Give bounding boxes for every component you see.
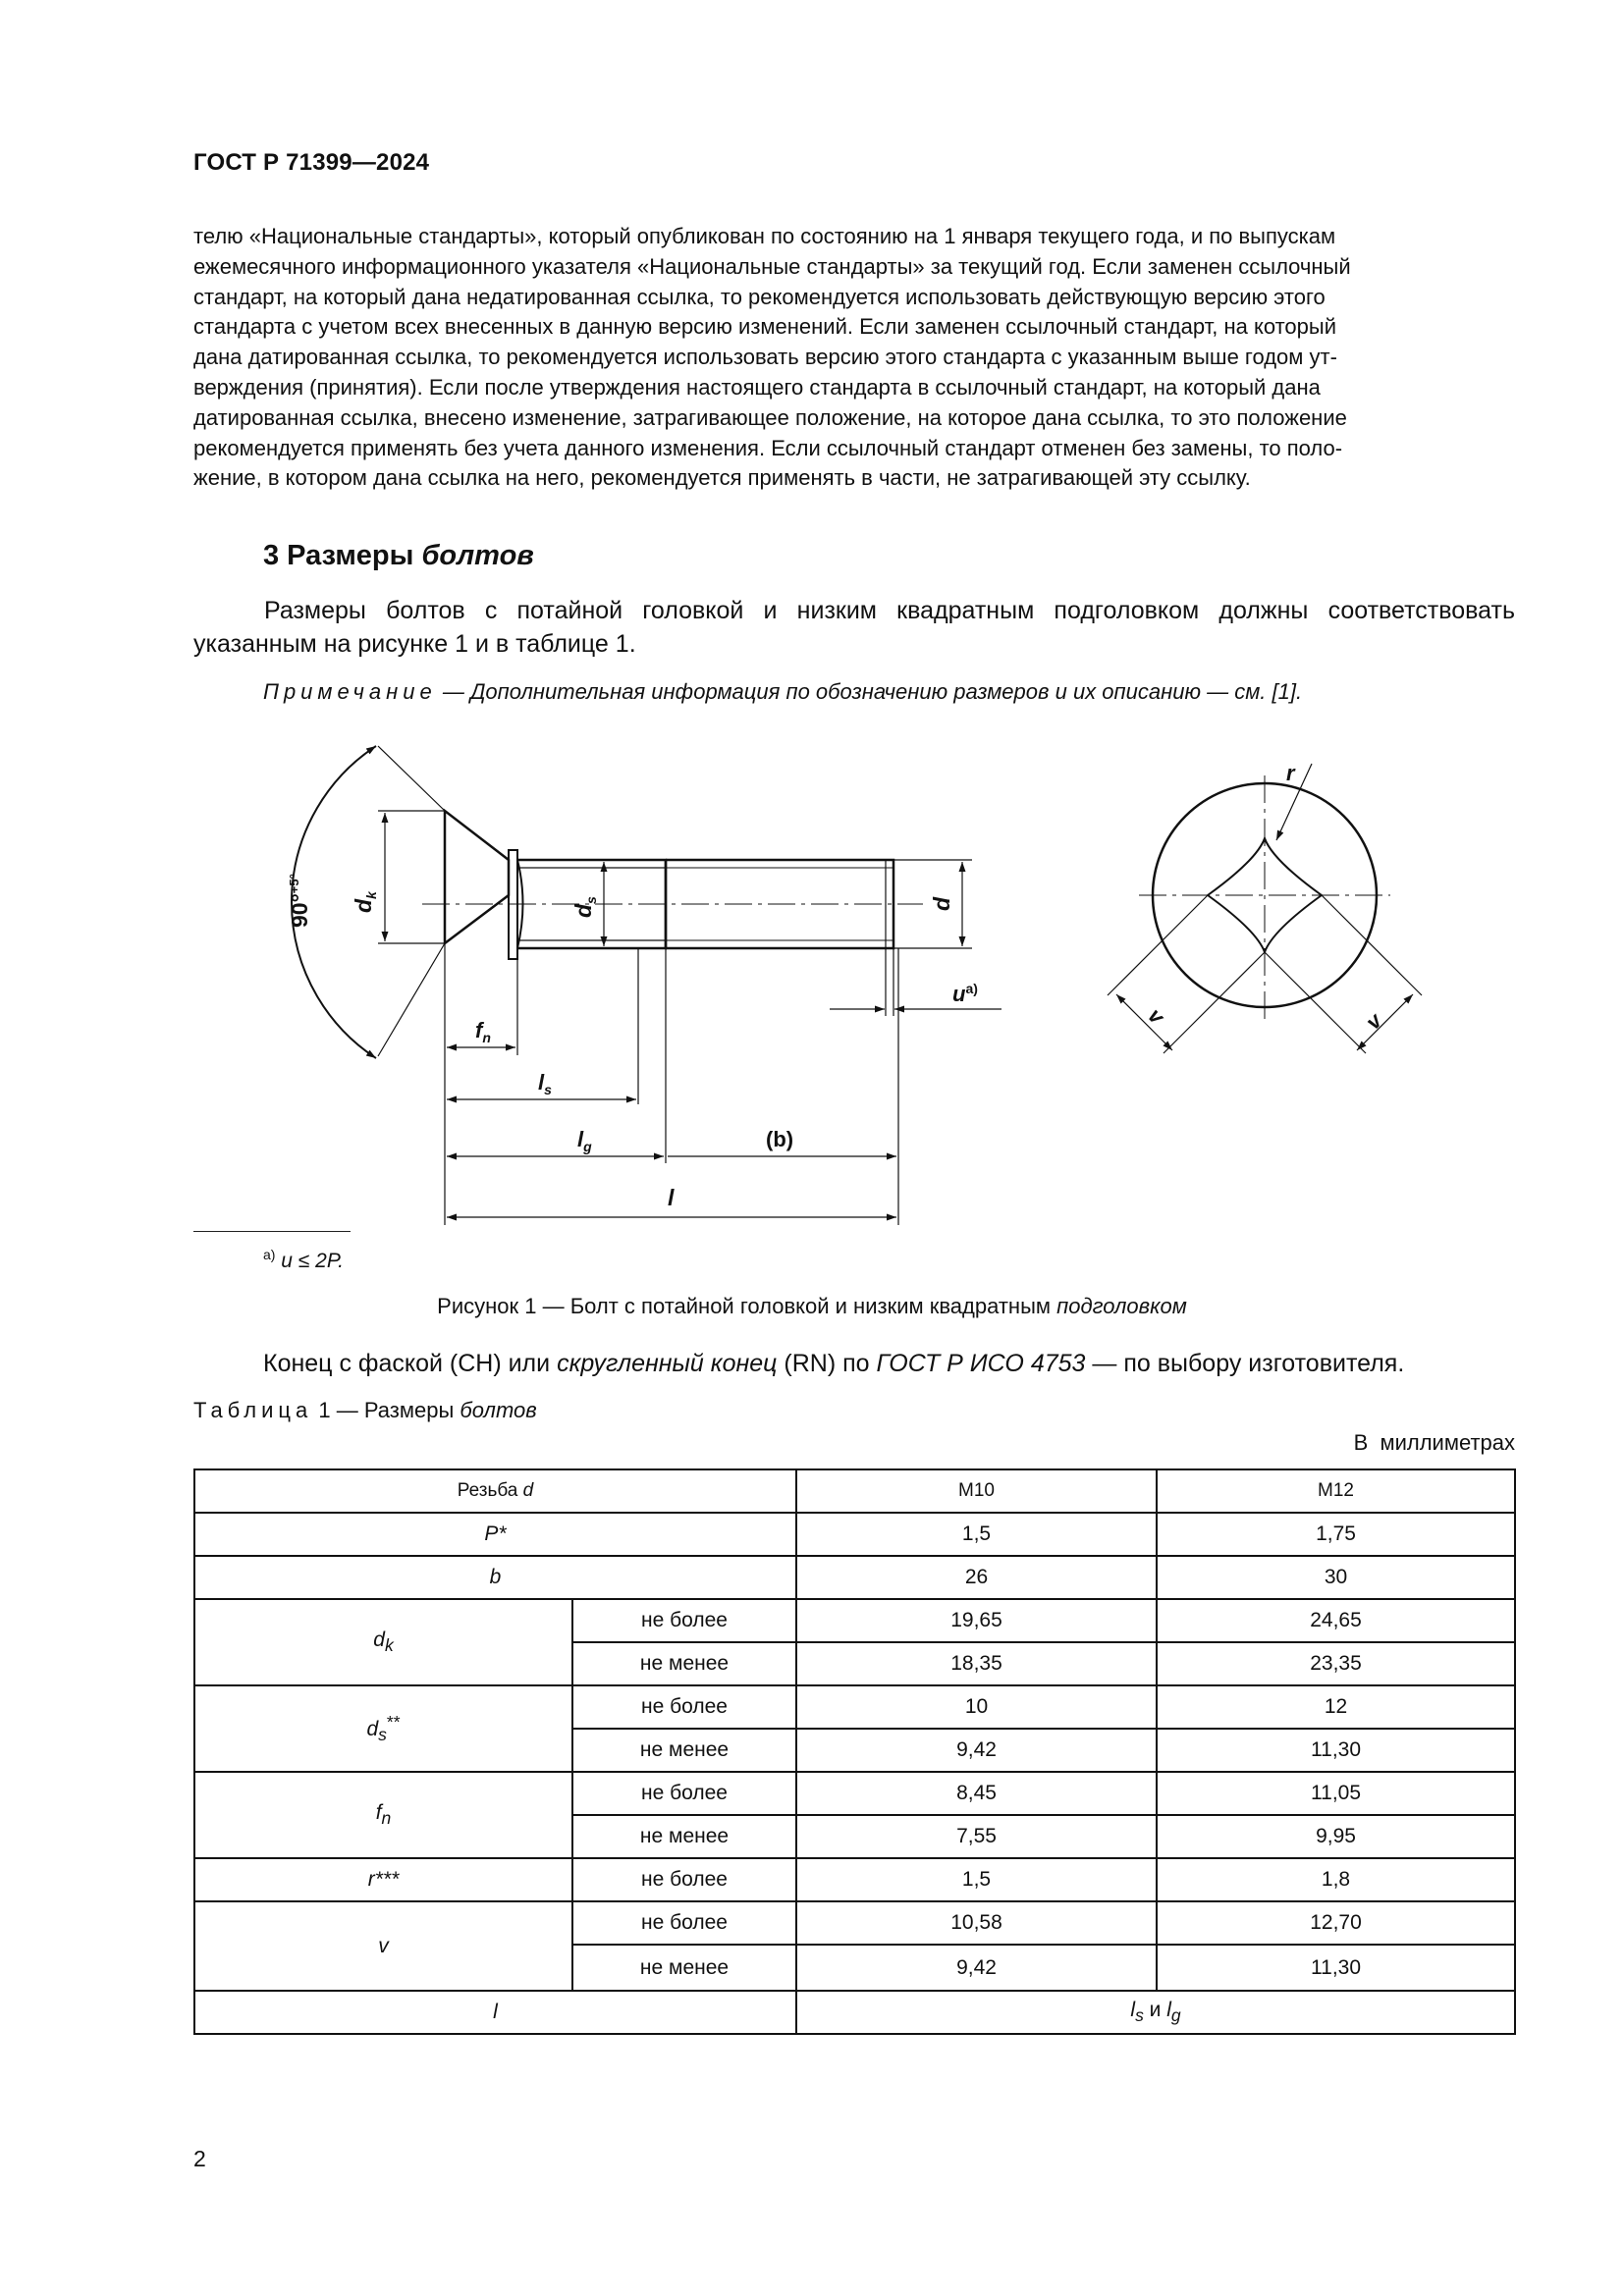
table-units: В миллиметрах [1353, 1430, 1515, 1455]
end-text-part: — по выбору изготовителя. [1092, 1350, 1405, 1377]
section-heading [263, 540, 534, 572]
footnote-mark: а) [263, 1247, 276, 1262]
cell-value: 12 [1157, 1685, 1515, 1729]
cell-sym: l [194, 1991, 796, 2034]
cell-value: 10,58 [796, 1901, 1157, 1945]
cell-value: 18,35 [796, 1642, 1157, 1685]
cell-limit: не менее [572, 1945, 796, 1991]
intro-paragraph [193, 222, 1515, 494]
cell-value: 9,95 [1157, 1815, 1515, 1858]
bolt-figure [0, 726, 1624, 1237]
table-title-num: 1 — Размеры [318, 1398, 455, 1422]
cell-value: 8,45 [796, 1772, 1157, 1815]
cell-limit: не более [572, 1858, 796, 1901]
section-title-italic: болтов [421, 540, 534, 571]
dk-label: $d_k$ [351, 891, 379, 913]
bolt-head [445, 811, 509, 943]
cell-value: 11,30 [1157, 1729, 1515, 1772]
intro-line: жение, в котором дана ссылка на него, рекомендуется применять в части, не затрагивающей эту ссылку. [193, 465, 1251, 491]
intro-line: ежемесячного информационного указателя «Национальные стандарты» за текущий год. Если заменен ссылочный [193, 253, 1351, 279]
cell-sym: P* [194, 1513, 796, 1556]
caption-prefix: Рисунок 1 — Болт с потайной головкой и низким квадратным [437, 1294, 1052, 1318]
cell-value: 26 [796, 1556, 1157, 1599]
intro-line: рекомендуется применять без учета данного изменения. Если ссылочный стандарт отменен без замены, то поло- [193, 435, 1343, 460]
r-label: r [1286, 761, 1295, 785]
header-param: Резьба d [194, 1469, 796, 1513]
page-number: 2 [193, 2146, 206, 2171]
table-row [194, 1901, 1515, 1945]
cell-limit: не более [572, 1599, 796, 1642]
cell-value: 1,5 [796, 1513, 1157, 1556]
cell-limit: не менее [572, 1729, 796, 1772]
cell-value: 10 [796, 1685, 1157, 1729]
header-m12: М12 [1157, 1469, 1515, 1513]
intro-line: телю «Национальные стандарты», который опубликован по состоянию на 1 января текущего года, и по выпускам [193, 224, 1336, 248]
section-number-title: 3 Размеры [263, 540, 414, 571]
cell-value: 11,05 [1157, 1772, 1515, 1815]
cell-sym: v [194, 1901, 572, 1991]
table-header-row [194, 1469, 1515, 1513]
cell-sym: $d_s^{**}$ [194, 1685, 572, 1772]
section-body: Размеры болтов с потайной головкой и низким квадратным подголовком должны соответствовать указанным на рисунке 1 и в таблице 1. [193, 597, 1515, 658]
cell-value: 30 [1157, 1556, 1515, 1599]
note-label: Примечание [263, 679, 437, 704]
table-row [194, 1991, 1515, 2034]
cell-limit: не более [572, 1685, 796, 1729]
cell-sym: r*** [194, 1858, 572, 1901]
cell-value: 1,5 [796, 1858, 1157, 1901]
intro-line: стандарт, на который дана недатированная ссылка, то рекомендуется использовать действующую версию этого [193, 284, 1326, 309]
cell-sym: $d_k$ [194, 1599, 572, 1685]
cell-sym: b [194, 1556, 796, 1599]
standard-reference: ГОСТ Р ИСО 4753 [876, 1350, 1086, 1377]
cell-value: $l_s$ и $l_g$ [796, 1991, 1515, 2034]
u-label: $u^{a)}$ [952, 981, 978, 1006]
figure-caption [0, 1294, 1624, 1319]
note-text: — Дополнительная информация по обозначению размеров и их описанию — см. [1]. [442, 679, 1303, 704]
note [263, 679, 1302, 705]
d-label: d [929, 896, 954, 911]
cell-sym: $f_n$ [194, 1772, 572, 1858]
footnote-text: u ≤ 2P. [281, 1250, 344, 1272]
table-row [194, 1513, 1515, 1556]
end-text-part: Конец с фаской (СН) или [263, 1350, 551, 1377]
ds-label: $d_s$ [570, 896, 599, 918]
cell-value: 1,75 [1157, 1513, 1515, 1556]
header-m10: М10 [796, 1469, 1157, 1513]
v-label-left: v [1143, 1002, 1169, 1030]
intro-line: стандарта с учетом всех внесенных в данную версию изменений. Если заменен ссылочный стандарт, на который [193, 314, 1336, 340]
table-title-italic: болтов [460, 1398, 537, 1422]
cell-value: 12,70 [1157, 1901, 1515, 1945]
fn-label: $f_n$ [475, 1018, 491, 1045]
table-title [193, 1398, 537, 1423]
table-row [194, 1685, 1515, 1729]
cell-limit: не менее [572, 1815, 796, 1858]
cell-value: 9,42 [796, 1945, 1157, 1991]
table-row [194, 1772, 1515, 1815]
table-title-label: Таблица [193, 1398, 313, 1422]
end-text-italic: скругленный конец [557, 1350, 778, 1377]
intro-line: дана датированная ссылка, то рекомендуется использовать версию этого стандарта с указанным выше годом ут- [193, 345, 1337, 370]
figure-footnote [263, 1247, 344, 1273]
footnote-divider [193, 1231, 351, 1232]
table-row [194, 1858, 1515, 1901]
document-header: ГОСТ Р 71399—2024 [193, 149, 430, 176]
cell-limit: не более [572, 1901, 796, 1945]
cell-limit: не более [572, 1772, 796, 1815]
cell-value: 24,65 [1157, 1599, 1515, 1642]
b-label: (b) [766, 1127, 794, 1151]
cell-value: 1,8 [1157, 1858, 1515, 1901]
end-text-part: (RN) по [784, 1350, 870, 1377]
caption-italic: подголовком [1056, 1294, 1187, 1318]
intro-line: верждения (принятия). Если после утверждения настоящего стандарта в ссылочный стандарт, на который дана [193, 374, 1321, 400]
ls-label: $l_s$ [538, 1070, 552, 1097]
table-row [194, 1599, 1515, 1642]
cell-value: 7,55 [796, 1815, 1157, 1858]
table-row [194, 1556, 1515, 1599]
cell-value: 11,30 [1157, 1945, 1515, 1991]
cell-limit: не менее [572, 1642, 796, 1685]
v-label-right: v [1360, 1008, 1387, 1035]
cell-value: 19,65 [796, 1599, 1157, 1642]
intro-line: датированная ссылка, внесено изменение, затрагивающее положение, на которое дана ссылка, то это положение [193, 404, 1347, 430]
l-label: l [668, 1185, 675, 1210]
end-type-text [263, 1350, 1404, 1378]
cell-value: 9,42 [796, 1729, 1157, 1772]
cell-value: 23,35 [1157, 1642, 1515, 1685]
angle-label: 90°$^{+5^\circ}$ [287, 874, 312, 928]
dimensions-table [193, 1468, 1516, 2035]
lg-label: $l_g$ [577, 1127, 592, 1154]
